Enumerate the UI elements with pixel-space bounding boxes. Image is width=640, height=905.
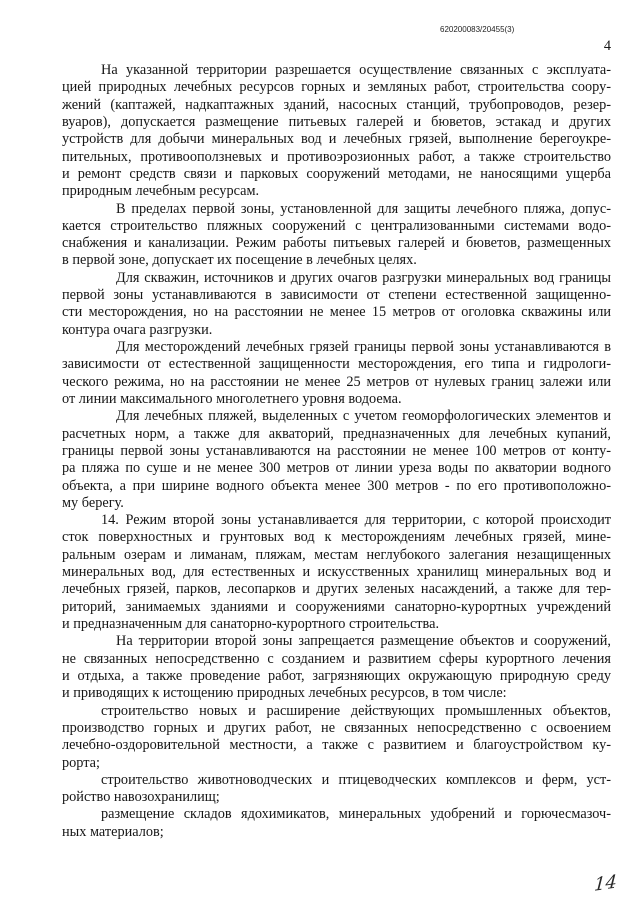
text-line: минеральных вод, для естественных и искусственных хранилищ минеральных вод и — [62, 564, 611, 581]
paragraph — [62, 339, 611, 408]
text-line: Для скважин, источников и других очагов разгрузки минеральных вод границы — [116, 269, 611, 286]
list-item — [62, 703, 611, 772]
text-line: На территории второй зоны запрещается размещение объектов и сооружений, — [116, 633, 611, 650]
text-line: расчетных норм, а также для акваторий, предназначенных для лечебных купаний, — [62, 425, 611, 442]
text-line: и предназначенным для санаторно-курортного строительства. — [62, 616, 440, 632]
text-line: строительство новых и расширение действующих промышленных объектов, — [101, 702, 611, 719]
paragraph — [62, 62, 611, 201]
text-line: границы первой зоны устанавливаются на расстоянии не менее 100 метров от конту- — [62, 442, 611, 459]
text-line: ческого режима, но на расстоянии не менее 25 метров от нулевых границ залежи или — [62, 373, 611, 390]
text-line: Для лечебных пляжей, выделенных с учетом геоморфологических элементов и — [116, 408, 611, 425]
text-line: рорта; — [62, 754, 100, 771]
paragraph — [62, 512, 611, 633]
handwritten-page-number: 14 — [593, 871, 618, 896]
text-line: контура очага разгрузки. — [62, 321, 213, 338]
paragraph — [62, 633, 611, 702]
list-item — [62, 772, 611, 807]
text-line: ройство навозохранилищ; — [62, 789, 220, 806]
text-line: первой зоны устанавливаются в зависимости от степени естественной защищенно- — [62, 287, 611, 304]
text-line: и приводящих к истощению природных лечебных ресурсов, в том числе: — [62, 685, 507, 702]
document-number: 620200083/20455(3) — [440, 25, 515, 34]
document-body — [62, 62, 611, 841]
paragraph — [62, 270, 611, 339]
text-line: 14. Режим второй зоны устанавливается для территории, с которой происходит — [101, 512, 611, 529]
text-line: пительных, противооползневых и противоэрозионных работ, а также строительство — [62, 148, 611, 165]
page-number: 4 — [603, 38, 611, 54]
text-line: объекта, а при ширине водного объекта менее 300 метров - по его противоположно- — [62, 477, 611, 494]
text-line: и ремонт средств связи и парковых сооружений методами, не наносящими ущерба — [62, 165, 611, 182]
text-line: строительство животноводческих и птицеводческих комплексов и ферм, уст- — [101, 771, 611, 788]
text-line: производство горных и других работ, не связанных непосредственно с освоением — [62, 719, 611, 736]
paragraph — [62, 201, 611, 270]
text-line: му берегу. — [62, 494, 124, 511]
text-line: жений (каптажей, надкаптажных зданий, насосных станций, трубопроводов, резер- — [62, 96, 611, 113]
text-line: вуаров), допускается размещение питьевых галерей и бюветов, эстакад и других — [62, 113, 611, 130]
text-line: На указанной территории разрешается осуществление связанных с эксплуата- — [101, 62, 611, 78]
text-line: риторий, занимаемых зданиями и сооружениями санаторно-курортных учреждений — [62, 598, 611, 615]
text-line: сток поверхностных и грунтовых вод к месторождениям лечебных грязей, мине- — [62, 529, 611, 546]
text-line: природным лечебным ресурсам. — [62, 183, 260, 200]
text-line: размещение складов ядохимикатов, минеральных удобрений и горючесмазоч- — [101, 806, 611, 823]
text-line: устройств для добычи минеральных вод и лечебных грязей, выполнение берегоукре- — [62, 131, 611, 148]
text-line: лечебно-оздоровительной местности, а также с развитием и благоустройством ку- — [62, 737, 611, 754]
text-line: В пределах первой зоны, установленной для защиты лечебного пляжа, допус- — [116, 200, 611, 217]
text-line: лечебных грязей, парков, лесопарков и других зеленых насаждений, а также для тер- — [62, 581, 611, 598]
text-line: ральным озерам и лиманам, пляжам, местам неглубокого залегания незащищенных — [62, 546, 611, 563]
list-item — [62, 806, 611, 841]
text-line: зависимости от естественной защищенности месторождения, его типа и гидрологи- — [62, 356, 611, 373]
text-line: снабжения и канализации. Режим работы питьевых галерей и бюветов, размещенных — [62, 235, 611, 252]
text-line: Для месторождений лечебных грязей границы первой зоны устанавливаются в — [116, 339, 611, 355]
text-line: и отдыха, а также проведение работ, загрязняющих окружающую природную среду — [62, 667, 611, 684]
text-line: не связанных непосредственно с созданием и развитием сферы курортного лечения — [62, 650, 611, 667]
paragraph — [62, 408, 611, 512]
text-line: кается строительство пляжных сооружений с централизованными системами водо- — [62, 217, 611, 234]
text-line: от линии максимального многолетнего уровня водоема. — [62, 390, 402, 407]
text-line: в первой зоне, допускает их посещение в лечебных целях. — [62, 252, 417, 269]
text-line: сти месторождения, но на расстоянии не менее 15 метров от оголовка скважины или — [62, 304, 611, 321]
text-line: ных материалов; — [62, 823, 164, 840]
text-line: ра пляжа по суше и не менее 300 метров от линии уреза воды по акватории водного — [62, 460, 611, 477]
text-line: цией природных лечебных ресурсов горных и земляных работ, строительства соору- — [62, 79, 611, 96]
